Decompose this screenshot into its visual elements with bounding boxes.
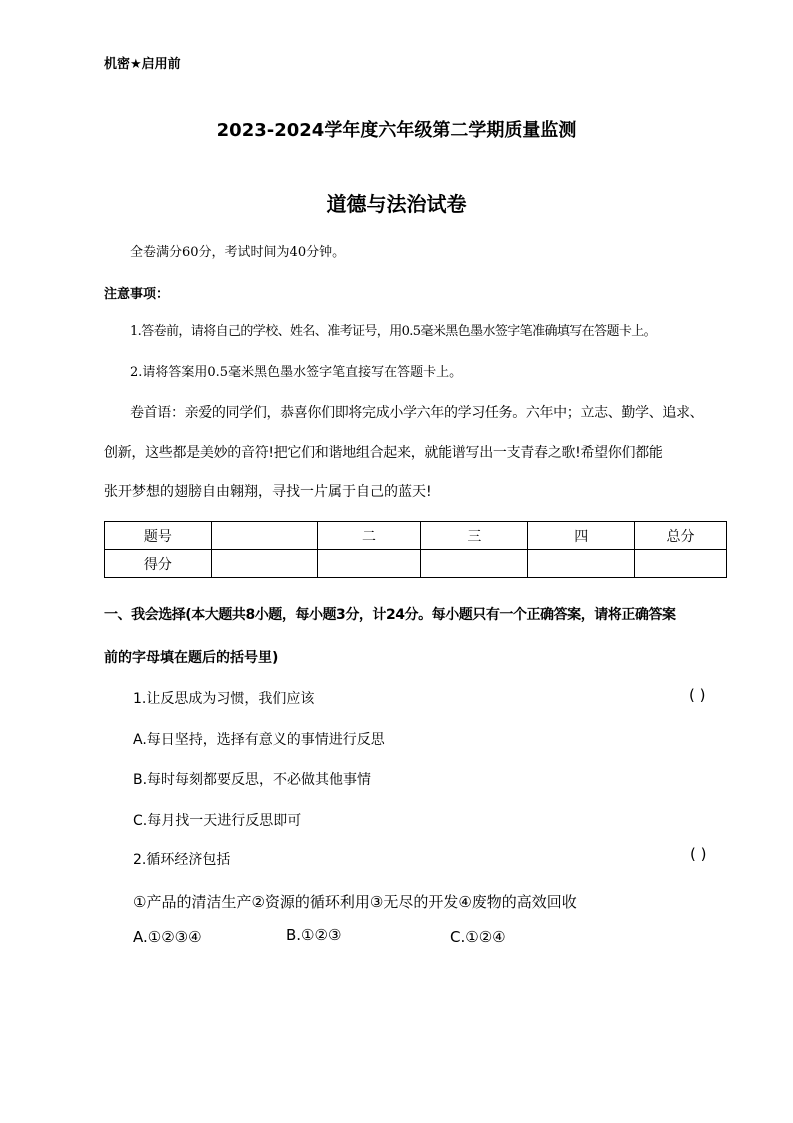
section-1-heading-line-2: 前的字母填在题后的括号里) xyxy=(104,650,279,666)
score-table-score-row xyxy=(105,550,727,578)
question-1-option-a: A.每日坚持，选择有意义的事情进行反思 xyxy=(133,732,385,748)
table-cell-score-3 xyxy=(421,550,528,578)
table-cell-part-3: 三 xyxy=(421,522,528,550)
preface-line-3: 张开梦想的翅膀自由翱翔，寻找一片属于自己的蓝天! xyxy=(104,484,432,500)
exam-subject-title: 道德与法治试卷 xyxy=(326,192,467,216)
table-cell-part-4: 四 xyxy=(528,522,635,550)
table-cell-score-4 xyxy=(528,550,635,578)
table-cell-score-1 xyxy=(211,550,317,578)
question-2-option-b: B.①②③ xyxy=(286,926,342,944)
question-2-answer-bracket: ( ) xyxy=(690,845,707,863)
section-1-heading-line-1: 一、我会选择(本大题共8小题，每小题3分，计24分。每小题只有一个正确答案，请将正确答案 xyxy=(104,607,676,623)
notice-item-2: 2.请将答案用0.5毫米黑色墨水签字笔直接写在答题卡上。 xyxy=(130,365,463,380)
confidential-label: 机密★启用前 xyxy=(104,57,181,72)
question-2-stem: 2.循环经济包括 xyxy=(133,852,231,868)
question-1-option-b: B.每时每刻都要反思，不必做其他事情 xyxy=(133,772,372,788)
notice-title: 注意事项： xyxy=(104,287,170,302)
table-cell-total: 总分 xyxy=(635,522,727,550)
table-cell-part-1 xyxy=(211,522,317,550)
score-table xyxy=(104,521,727,578)
question-2-option-a: A.①②③④ xyxy=(133,928,202,946)
table-cell-score-total xyxy=(635,550,727,578)
question-1-answer-bracket: ( ) xyxy=(689,686,706,704)
table-cell-score-label: 得分 xyxy=(105,550,212,578)
table-cell-question-no: 题号 xyxy=(105,522,212,550)
notice-item-1: 1.答卷前，请将自己的学校、姓名、准考证号，用0.5毫米黑色墨水签字笔准确填写在答题卡上。 xyxy=(130,324,657,339)
question-1-option-c: C.每月找一天进行反思即可 xyxy=(133,813,302,829)
question-2-items: ①产品的清洁生产②资源的循环利用③无尽的开发④废物的高效回收 xyxy=(133,893,577,911)
preface-line-1: 卷首语：亲爱的同学们，恭喜你们即将完成小学六年的学习任务。六年中；立志、勤学、追求、 xyxy=(130,405,704,421)
question-1-stem: 1.让反思成为习惯，我们应该 xyxy=(133,691,315,707)
question-2-option-c: C.①②④ xyxy=(450,928,506,946)
score-note: 全卷满分60分，考试时间为40分钟。 xyxy=(130,245,346,260)
table-cell-score-2 xyxy=(317,550,421,578)
exam-title: 2023-2024学年度六年级第二学期质量监测 xyxy=(216,120,577,141)
table-cell-part-2: 二 xyxy=(317,522,421,550)
preface-line-2: 创新，这些都是美妙的音符!把它们和谐地组合起来，就能谱写出一支青春之歌!希望你们都能 xyxy=(104,445,663,461)
score-table-header-row xyxy=(105,522,727,550)
